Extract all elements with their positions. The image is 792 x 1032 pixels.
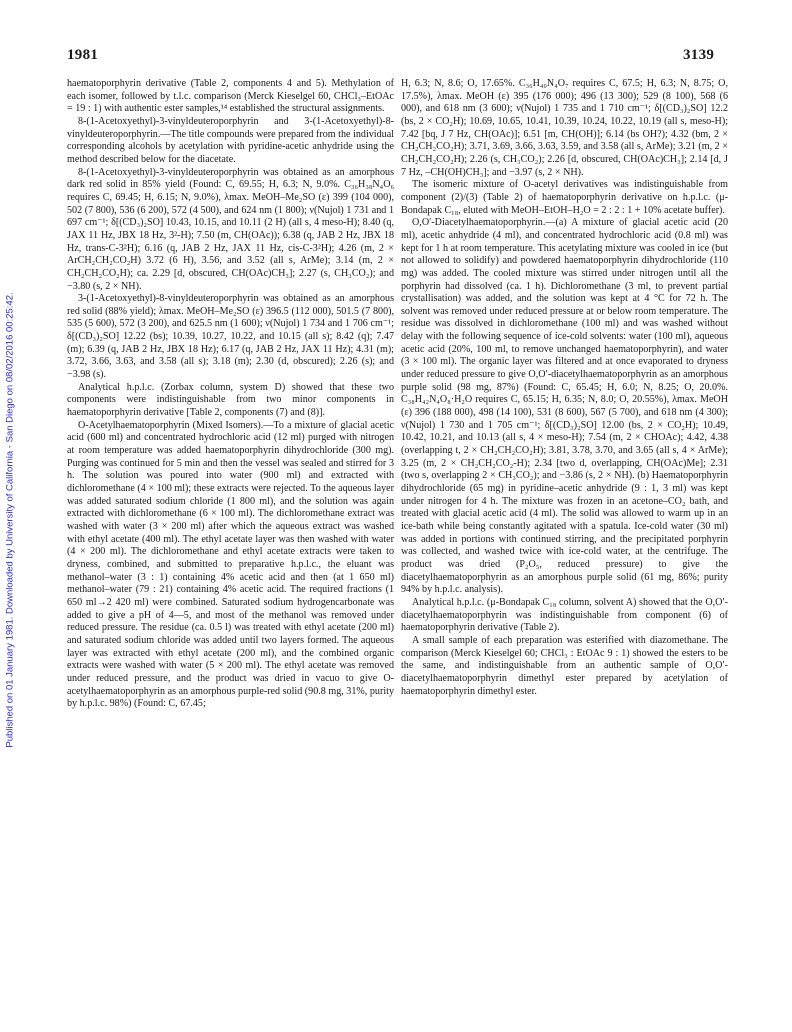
paragraph: 8-(1-Acetoxyethyl)-3-vinyldeuteroporphyrin was obtained as an amorphous dark red solid in 85% yield (Found: C, 69.55; H, 6.3; N, 9.0%. C₃₆H₃₈N₄O₆ requires C, 69.45; H, 6.15; N, 9.0%), λmax. MeOH–Me₂SO (ε) 399 (104 000), 502 (7 800), 536 (6 200), 572 (4 500), and 624 nm (1 800); ν(Nujol) 1 731 and 1 697 cm⁻¹; δ[(CD₃)₂SO] 10.43, 10.15, and 10.11 (2 H) (all s, 4 meso-H); 8.40 (q, JAX 11 Hz, JBX 18 Hz, 3²-H); 7.50 (m, CH(OAc)); 6.38 (q, JAB 2 Hz, JBX 18 Hz, trans-C-3²H); 6.16 (q, JAB 2 Hz, JAX 11 Hz, cis-C-3²H); 4.26 (m, 2 × ArCH₂CH₂CO₂H) 3.72 (6 H), 3.56, and 3.52 (all s, ArMe); 3.14 (m, 2 × CH₂CH₂CO₂H); ca. 2.29 [d, obscured, CH(OAc)CH₃]; 2.27 (s, CH₃CO₂); and −3.80 (s, 2 × NH). (67, 166, 394, 292)
paragraph: 8-(1-Acetoxyethyl)-3-vinyldeuteroporphyrin and 3-(1-Acetoxyethyl)-8-vinyldeuteroporphyrin.—The title compounds were prepared from the individual corresponding alcohols by acetylation with pyridine-acetic anhydride using the method described below for the diacetate. (67, 115, 394, 165)
paragraph: Analytical h.p.l.c. (μ-Bondapak C₁₈ column, solvent A) showed that the O,O′-diacetylhaematoporphyrin was indistinguishable from component (6) of haematoporphyrin derivative (Table 2). (401, 596, 728, 634)
right-column (401, 78, 728, 698)
page-number: 3139 (683, 47, 715, 63)
paragraph: A small sample of each preparation was esterified with diazomethane. The comparison (Merck Kieselgel 60; CHCl₃ : EtOAc 9 : 1) showed the esters to be the same, and indistinguishable from an authentic sample of O,O′-diacetylhaematoporphyrin dimethyl ester prepared by acetylation of haematoporphyrin dimethyl ester. (401, 634, 728, 697)
paragraph: O-Acetylhaematoporphyrin (Mixed Isomers).—To a mixture of glacial acetic acid (600 ml) and concentrated hydrochloric acid (12 ml) purged with nitrogen at room temperature was added haematoporphyrin dihydrochloride (300 mg). Purging was continued for 5 min and then the vessel was sealed and stirred for 3 h. The solution was poured into water (900 ml) and extracted with dichloromethane (4 × 100 ml); these extracts were rejected. To the aqueous layer was added saturated sodium chloride (1 800 ml), and the solution was again extracted with dichloromethane (6 × 100 ml). The dichloromethane extract was washed with water (3 × 200 ml) after which the aqueous extract was washed with ethyl acetate (400 ml). The ethyl acetate layer was then washed with water (4 × 200 ml). The dichloromethane and ethyl acetate extracts were taken to dryness, combined, and submitted to preparative h.p.l.c., the eluant was methanol–water (3 : 1) containing 4% acetic acid and then (at 1 650 ml) methanol–water (79 : 21) containing 4% acetic acid. The required fractions (1 650 ml→2 420 ml) were combined. Saturated sodium hydrogencarbonate was added to give a pH of 4—5, and most of the methanol was removed under reduced pressure. The residue (ca. 0.5 l) was treated with ethyl acetate (200 ml) and saturated sodium chloride was added until two layers formed. The aqueous layer was extracted with ethyl acetate (200 ml), and the combined organic extracts were washed with water (5 × 200 ml). The ethyl acetate was removed under reduced pressure, and the product was dried in vacuo to give O-acetylhaematoporphyrin as an amorphous purple-red solid (90.8 mg, 31%, purity by h.p.l.c. 98%) (Found: C, 67.45; (67, 419, 394, 710)
paragraph: 3-(1-Acetoxyethyl)-8-vinyldeuteroporphyrin was obtained as an amorphous red solid (88% yield); λmax. MeOH–Me₂SO (ε) 396.5 (112 000), 501.5 (7 800), 535 (5 600), 572 (3 200), and 625.5 nm (1 600); ν(Nujol) 1 734 and 1 706 cm⁻¹; δ[(CD₃)₂SO] 12.22 (bs); 10.39, 10.27, 10.22, and 10.15 (all s); 8.42 (q); 7.47 (m); 6.39 (q, JAB 2 Hz, JBX 18 Hz); 6.17 (q, JAB 2 Hz, JAX 11 Hz); 4.31 (m); 3.72, 3.66, 3.63, and 3.58 (all s); 3.18 (m); 2.30 (d, obscured); 2.26 (s); and −3.98 (s). (67, 293, 394, 381)
paragraph: O,O′-Diacetylhaematoporphyrin.—(a) A mixture of glacial acetic acid (20 ml), acetic anhydride (4 ml), and concentrated hydrochloric acid (0.8 ml) was kept for 1 h at room temperature. This acetylating mixture was cooled in ice (but not allowed to solidify) and powdered haematoporphyrin dihydrochloride (110 mg) was added. The cooled mixture was stirred under nitrogen until all the porphyrin had dissolved (ca. 1 h). Dichloromethane (3 ml, to prevent partial crystallisation) was added, and the solution was kept at 4 °C for 72 h. The solvent was removed under reduced pressure at or below room temperature. The residue was dissolved in dichloromethane (100 ml) and was washed without delay with the following sequence of ice-cold solvents: water (100 ml), aqueous acetic acid (20%, 100 ml, to remove unchanged haematoporphyrin), and water (3 × 100 ml). The organic layer was filtered and at once evaporated to dryness under reduced pressure to give O,O′-diacetylhaematoporphyrin as an amorphous purple solid (98 mg, 87%) (Found: C, 65.45; H, 6.0; N, 8.25; O, 20.0%. C₃₈H₄₂N₄O₈·H₂O requires C, 65.15; H, 6.35; N, 8.0; O, 20.55%), λmax. MeOH (ε) 396 (188 000), 498 (14 100), 531 (8 600), 567 (5 700), and 618 nm (4 300); ν(Nujol) 1 730 and 1 705 cm⁻¹; δ[(CD₃)₂SO] 12.00 (bs, 2 × CO₂H); 10.49, 10.42, 10.21, and 10.13 (all s, 4 × meso-H); 7.54 (m, 2 × CHOAc); 4.42, 4.38 (overlapping t, 2 × CH₂CH₂CO₂H); 3.81, 3.78, 3.70, and 3.65 (all s, 4 × ArMe); 3.25 (m, 2 × CH₂CH₂CO₂-H); 2.34 [two d, overlapping, CH(OAc)Me]; 2.31 (two s, overlapping 2 × CH₃CO₂); and −3.86 (s, 2 × NH). (b) Haematoporphyrin dihydrochloride (65 mg) in pyridine–acetic anhydride (9 : 1, 3 ml) was kept under nitrogen for 4 h. The mixture was frozen in an acetone–CO₂ bath, and treated with glacial acetic acid (4 ml). The solid was allowed to warm up in an ice-bath while being constantly agitated with a spatula. Ice-cold water (30 ml) was added in portions with continued stirring, and the precipitated porphyrin was collected, and washed twice with ice-cold water, at the centrifuge. The product was dried (P₂O₅, reduced pressure) to give the diacetylhaematoporphyrin as an amorphous purple solid (61 mg, 86%; purity 94% by h.p.l.c. analysis). (401, 217, 728, 596)
download-note: Published on 01 January 1981. Downloaded by University of California - San Diego on 08/02/2016 00:25:42. (4, 292, 16, 748)
paragraph: H, 6.3; N, 8.6; O, 17.65%. C₃₆H₄₀N₄O₇ requires C, 67.5; H, 6.3; N, 8.75; O, 17.5%), λmax. MeOH (ε) 395 (176 000); 496 (13 300); 529 (8 100), 568 (6 000), and 618 nm (3 600); ν(Nujol) 1 735 and 1 710 cm⁻¹; δ[(CD₃)₂SO] 12.2 (bs, 2 × CO₂H); 10.69, 10.65, 10.41, 10.39, 10.24, 10.22, 10.19 (all s, meso-H); 7.42 [bq, J 7 Hz, CH(OAc)]; 6.51 [m, CH(OH)]; 6.14 (bs OH?); 4.32 (bm, 2 × CH₂CH₂CO₂H); 3.71, 3.69, 3.66, 3.63, 3.59, and 3.58 (all s, ArMe); 3.21 (m, 2 × CH₂CH₂CO₂H); 2.26 (s, CH₃CO₂); 2.26 [d, obscured, CH(OAc)CH₃]; 2.14 [d, J 7 Hz, –CH(OH)CH₃]; and −3.97 (s, 2 × NH). (401, 78, 728, 178)
download-watermark (2, 80, 18, 960)
year-header: 1981 (67, 47, 99, 63)
paragraph: haematoporphyrin derivative (Table 2, components 4 and 5). Methylation of each isomer, followed by t.l.c. comparison (Merck Kieselgel 60, CHCl₃–EtOAc = 19 : 1) with authentic ester samples,¹⁴ established the structural assignments. (67, 78, 394, 115)
paragraph: Analytical h.p.l.c. (Zorbax column, system D) showed that these two components were indistinguishable from two minor components in haematoporphyrin derivative [Table 2, components (7) and (8)]. (67, 381, 394, 419)
left-column (67, 78, 394, 711)
paragraph: The isomeric mixture of O-acetyl derivatives was indistinguishable from component (2)/(3) (Table 2) of haematoporphyrin derivative on h.p.l.c. (μ-Bondapak C₁₈, eluted with MeOH–EtOH–H₂O = 2 : 2 : 1 + 10% acetate buffer). (401, 179, 728, 216)
